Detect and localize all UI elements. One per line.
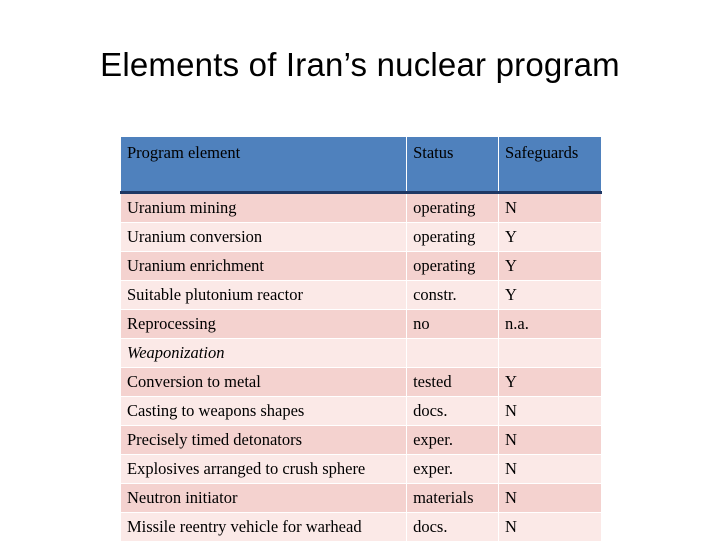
cell-status: constr. bbox=[407, 281, 499, 310]
table-row bbox=[121, 368, 602, 397]
cell-element: Neutron initiator bbox=[121, 484, 407, 513]
cell-element: Missile reentry vehicle for warhead bbox=[121, 513, 407, 542]
section-row-weaponization bbox=[121, 339, 602, 368]
table-row bbox=[121, 252, 602, 281]
cell-status: operating bbox=[407, 193, 499, 223]
header-program-element: Program element bbox=[121, 137, 407, 193]
cell-status: no bbox=[407, 310, 499, 339]
table-row bbox=[121, 310, 602, 339]
cell-element: Reprocessing bbox=[121, 310, 407, 339]
table-row bbox=[121, 484, 602, 513]
cell-status: exper. bbox=[407, 426, 499, 455]
slide-title: Elements of Iran’s nuclear program bbox=[100, 46, 620, 83]
table-row bbox=[121, 397, 602, 426]
cell-element: Conversion to metal bbox=[121, 368, 407, 397]
cell-element: Uranium mining bbox=[121, 193, 407, 223]
section-label: Weaponization bbox=[121, 339, 407, 368]
program-table bbox=[120, 136, 602, 542]
cell-element: Suitable plutonium reactor bbox=[121, 281, 407, 310]
cell-safeguards: Y bbox=[499, 252, 602, 281]
cell-safeguards: Y bbox=[499, 368, 602, 397]
table-header-row bbox=[121, 137, 602, 193]
table-row bbox=[121, 223, 602, 252]
cell-element: Uranium enrichment bbox=[121, 252, 407, 281]
cell-safeguards: n.a. bbox=[499, 310, 602, 339]
cell-safeguards: N bbox=[499, 455, 602, 484]
cell-status: docs. bbox=[407, 397, 499, 426]
cell-element: Explosives arranged to crush sphere bbox=[121, 455, 407, 484]
cell-safeguards: N bbox=[499, 484, 602, 513]
table-row bbox=[121, 281, 602, 310]
cell-status: materials bbox=[407, 484, 499, 513]
cell-element: Casting to weapons shapes bbox=[121, 397, 407, 426]
table-row bbox=[121, 513, 602, 542]
cell-element: Precisely timed detonators bbox=[121, 426, 407, 455]
table-row bbox=[121, 193, 602, 223]
cell-status: operating bbox=[407, 223, 499, 252]
cell-safeguards: Y bbox=[499, 281, 602, 310]
cell-element: Uranium conversion bbox=[121, 223, 407, 252]
table-row bbox=[121, 455, 602, 484]
cell-safeguards: N bbox=[499, 426, 602, 455]
cell-safeguards bbox=[499, 339, 602, 368]
cell-safeguards: Y bbox=[499, 223, 602, 252]
cell-status bbox=[407, 339, 499, 368]
table-row bbox=[121, 426, 602, 455]
cell-safeguards: N bbox=[499, 397, 602, 426]
cell-status: tested bbox=[407, 368, 499, 397]
cell-status: docs. bbox=[407, 513, 499, 542]
cell-safeguards: N bbox=[499, 513, 602, 542]
cell-safeguards: N bbox=[499, 193, 602, 223]
header-status: Status bbox=[407, 137, 499, 193]
header-safeguards: Safeguards bbox=[499, 137, 602, 193]
cell-status: operating bbox=[407, 252, 499, 281]
cell-status: exper. bbox=[407, 455, 499, 484]
